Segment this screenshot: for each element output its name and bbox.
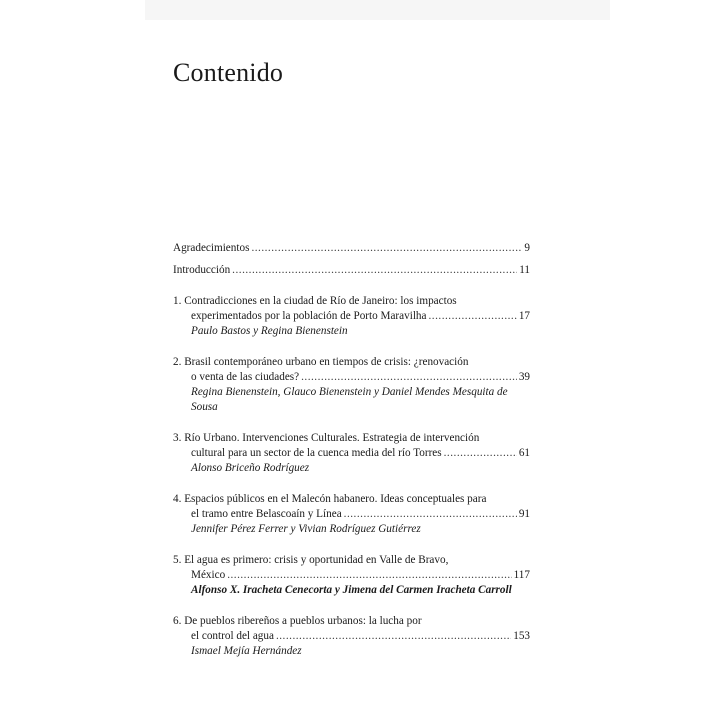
toc-entry-introduccion[interactable]	[173, 263, 530, 278]
toc-chapter-1[interactable]	[173, 294, 530, 339]
dot-leader	[444, 446, 517, 461]
toc-entry-label: Agradecimientos	[173, 242, 250, 254]
toc-page-number: 61	[518, 447, 530, 459]
chapter-title-line: 2. Brasil contemporáneo urbano en tiempos de crisis: ¿renovación	[173, 356, 469, 368]
chapter-authors: Alfonso X. Iracheta Cenecorta y Jimena del Carmen Iracheta Carroll	[191, 584, 512, 596]
dot-leader	[276, 629, 511, 644]
chapter-title-line: 6. De pueblos ribereños a pueblos urbanos: la lucha por	[173, 615, 422, 627]
chapter-authors: Alonso Briceño Rodríguez	[191, 462, 310, 474]
chapter-title-line: el tramo entre Belascoaín y Línea	[191, 508, 342, 520]
top-edge-strip	[145, 0, 610, 20]
chapter-title-line: el control del agua	[191, 630, 274, 642]
chapter-title-line: experimentados por la población de Porto Maravilha	[191, 310, 427, 322]
toc-entry-label: Introducción	[173, 264, 231, 276]
toc-page-number: 39	[518, 371, 530, 383]
dot-leader	[429, 309, 517, 324]
chapter-title-line: México	[191, 569, 226, 581]
chapter-authors: Paulo Bastos y Regina Bienenstein	[191, 325, 348, 337]
chapter-title-line: 4. Espacios públicos en el Malecón habanero. Ideas conceptuales para	[173, 493, 487, 505]
chapter-authors: Regina Bienenstein, Glauco Bienenstein y Daniel Mendes Mesquita de Sousa	[191, 386, 508, 413]
dot-leader	[227, 568, 511, 583]
toc-chapter-4[interactable]	[173, 492, 530, 537]
toc-chapter-2[interactable]	[173, 355, 530, 415]
dot-leader	[251, 241, 522, 256]
toc-entry-agradecimientos[interactable]	[173, 241, 530, 256]
toc-page-number: 9	[524, 242, 530, 254]
toc-page-number: 153	[513, 630, 530, 642]
toc-page-number: 91	[518, 508, 530, 520]
toc-page-number: 117	[513, 569, 530, 581]
table-of-contents	[173, 241, 530, 675]
chapter-title-line: cultural para un sector de la cuenca media del río Torres	[191, 447, 442, 459]
toc-page-number: 11	[519, 264, 530, 276]
dot-leader	[344, 507, 517, 522]
chapter-title-line: 5. El agua es primero: crisis y oportunidad en Valle de Bravo,	[173, 554, 449, 566]
toc-chapter-5[interactable]	[173, 553, 530, 598]
dot-leader	[301, 370, 517, 385]
chapter-title-line: 3. Río Urbano. Intervenciones Culturales. Estrategia de intervención	[173, 432, 480, 444]
dot-leader	[232, 263, 517, 278]
chapter-authors: Ismael Mejía Hernández	[191, 645, 302, 657]
page-title: Contenido	[173, 58, 284, 87]
toc-chapter-6[interactable]	[173, 614, 530, 659]
toc-chapter-3[interactable]	[173, 431, 530, 476]
chapter-title-line: o venta de las ciudades?	[191, 371, 300, 383]
toc-page-number: 17	[518, 310, 530, 322]
chapter-authors: Jennifer Pérez Ferrer y Vivian Rodríguez Gutiérrez	[191, 523, 421, 535]
chapter-title-line: 1. Contradicciones en la ciudad de Río de Janeiro: los impactos	[173, 295, 457, 307]
